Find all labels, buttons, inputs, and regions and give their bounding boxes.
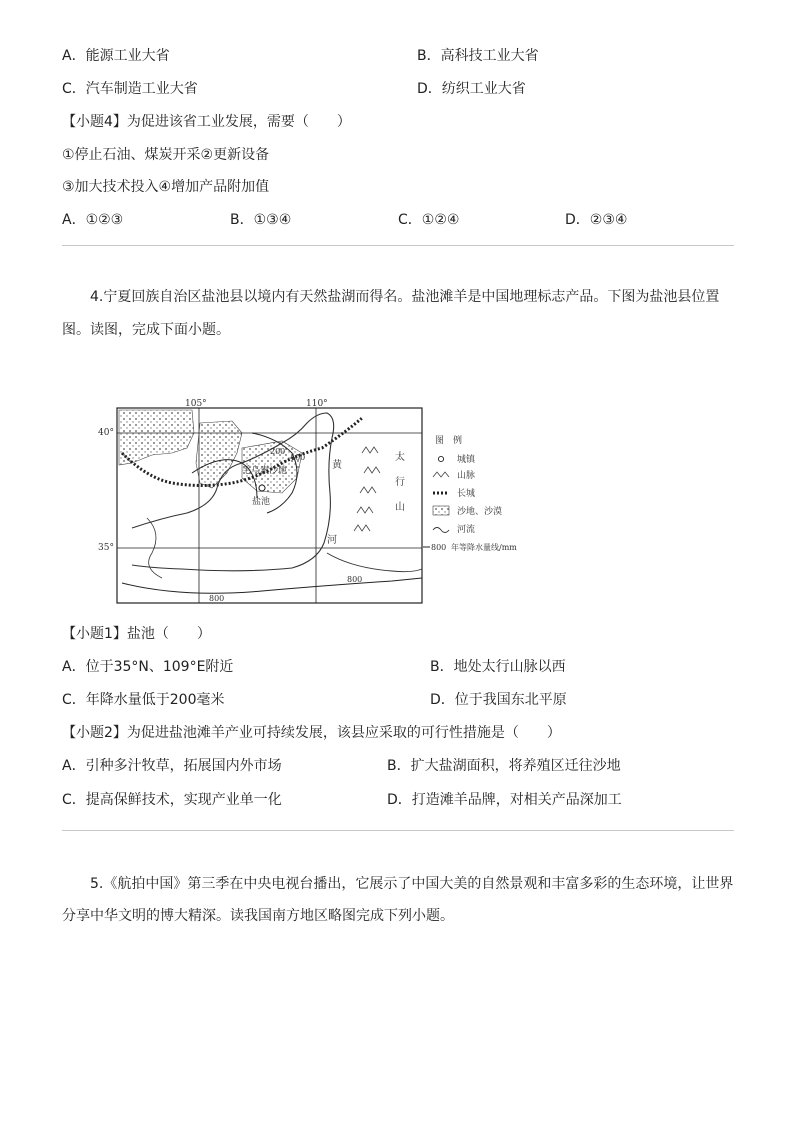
- subquestion-4-stem: 【小题4】为促进该省工业发展，需要（ ）: [62, 114, 351, 130]
- legend-mountain-label: 山脉: [457, 471, 476, 481]
- option-a-energy[interactable]: A．能源工业大省: [62, 48, 170, 64]
- label-yanchi: 盐池: [252, 497, 271, 507]
- subquestion-4-option-d[interactable]: D．②③④: [565, 212, 628, 228]
- subquestion-4-option-a[interactable]: A．①②③: [62, 212, 124, 228]
- subquestion-1-option-b[interactable]: B．地处太行山脉以西: [430, 659, 566, 675]
- legend-river-icon: [433, 528, 449, 533]
- question-4-intro-line1: 4.宁夏回族自治区盐池县以境内有天然盐湖而得名。盐池滩羊是中国地理标志产品。下图为盐池县位置: [90, 289, 720, 305]
- legend-wall-label: 长城: [457, 489, 476, 499]
- subquestion-2-option-b[interactable]: B．扩大盐湖面积，将养殖区迁往沙地: [387, 758, 621, 774]
- lon-label-105: 105°: [185, 399, 207, 409]
- subquestion-4-option-c[interactable]: C．①②④: [398, 212, 460, 228]
- label-taihang-2: 行: [395, 477, 405, 488]
- lat-label-40: 40°: [98, 428, 114, 438]
- isoline-label-200: 200: [270, 447, 286, 456]
- isoline-label-800-east: 800: [347, 575, 363, 584]
- subquestion-1-option-a[interactable]: A．位于35°N、109°E附近: [62, 659, 234, 675]
- question-4-intro-line2: 图。读图，完成下面小题。: [62, 322, 230, 338]
- label-maowusu: 毛乌素沙地: [242, 466, 288, 476]
- question-5-intro-line1: 5.《航拍中国》第三季在中央电视台播出，它展示了中国大美的自然景观和丰富多彩的生态环境，让世界: [90, 876, 734, 892]
- option-d-textile[interactable]: D．纺织工业大省: [417, 81, 526, 97]
- subquestion-2-stem: 【小题2】为促进盐池滩羊产业可持续发展，该县应采取的可行性措施是（ ）: [62, 725, 561, 741]
- section-divider: [62, 245, 734, 246]
- label-he: 河: [327, 535, 337, 546]
- subquestion-4-option-b[interactable]: B．①③④: [230, 212, 292, 228]
- lon-label-110: 110°: [306, 399, 328, 409]
- legend-mountain-icon: [433, 472, 449, 477]
- subquestion-1-option-c[interactable]: C．年降水量低于200毫米: [62, 692, 225, 708]
- legend-isoline-value: 800: [431, 543, 447, 552]
- option-c-auto[interactable]: C．汽车制造工业大省: [62, 81, 198, 97]
- subquestion-4-statement-2: ③加大技术投入④增加产品附加值: [62, 179, 270, 195]
- legend-river-label: 河流: [457, 525, 476, 535]
- yanchi-location-map: [92, 393, 562, 608]
- subquestion-1-option-d[interactable]: D．位于我国东北平原: [430, 692, 567, 708]
- label-taihang-3: 山: [395, 502, 405, 513]
- legend-isoline-label: 年等降水量线/mm: [451, 543, 517, 552]
- lat-label-35: 35°: [98, 543, 114, 553]
- subquestion-2-option-a[interactable]: A．引种多汁牧草，拓展国内外市场: [62, 758, 282, 774]
- town-yanchi-marker: [259, 485, 265, 491]
- subquestion-4-statement-1: ①停止石油、煤炭开采②更新设备: [62, 147, 270, 163]
- label-taihang-1: 太: [395, 452, 405, 463]
- subquestion-1-stem: 【小题1】盐池（ ）: [62, 626, 211, 642]
- legend-title: 图 例: [435, 436, 463, 446]
- legend-sand-icon: [433, 506, 449, 515]
- legend-sand-label: 沙地、沙漠: [457, 507, 503, 517]
- option-b-hightech[interactable]: B．高科技工业大省: [417, 48, 539, 64]
- question-5-intro-line2: 分享中华文明的博大精深。读我国南方地区略图完成下列小题。: [62, 908, 454, 924]
- map-legend: [423, 434, 517, 552]
- section-divider-2: [62, 830, 734, 831]
- subquestion-2-option-c[interactable]: C．提高保鲜技术，实现产业单一化: [62, 792, 282, 808]
- isoline-label-800-south: 800: [209, 594, 225, 603]
- label-huang: 黄: [332, 460, 342, 471]
- isoline-label-400: 400: [290, 453, 306, 462]
- legend-town-label: 城镇: [457, 455, 476, 465]
- subquestion-2-option-d[interactable]: D．打造滩羊品牌，对相关产品深加工: [387, 792, 622, 808]
- legend-town-icon: [438, 456, 443, 461]
